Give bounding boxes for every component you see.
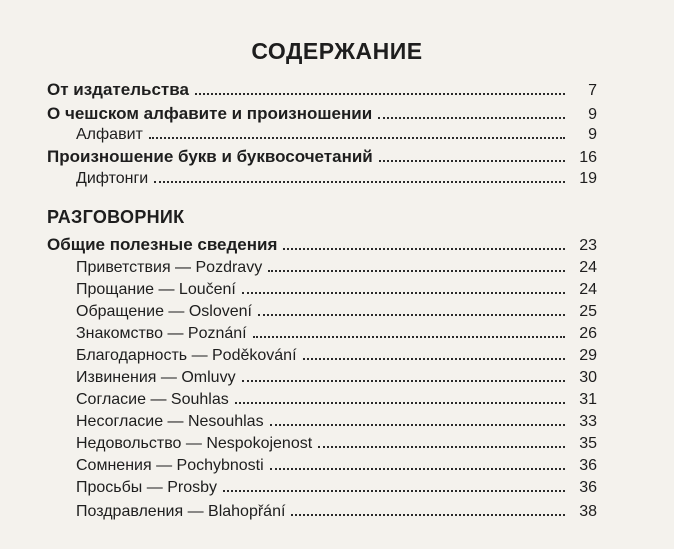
toc-subentry[interactable] [76,325,597,347]
toc-entry-page: 9 [588,126,597,143]
toc-entry-label: Согласие — Souhlas [76,391,229,408]
leader-dots [318,442,565,448]
toc-entry-page: 26 [579,325,597,342]
toc-entry-label: Благодарность — Poděkování [76,347,297,364]
leader-dots [154,177,565,183]
toc-subentry[interactable] [76,281,597,303]
toc-entry-label: Просьбы — Prosby [76,479,217,496]
toc-entry-page: 36 [579,457,597,474]
toc-subentry[interactable] [76,303,597,325]
leader-dots [379,156,565,162]
page-title: СОДЕРЖАНИЕ [251,38,423,64]
leader-dots [268,266,565,272]
leader-dots [195,89,565,95]
toc-entry-page: 36 [579,479,597,496]
toc-entry-label: Алфавит [76,126,143,143]
toc-entry-label: Поздравления — Blahopřání [76,503,286,520]
toc-entry-page: 24 [579,281,597,298]
leader-dots [235,398,565,404]
toc-entry-label: От издательства [47,80,189,99]
toc-entry-page: 24 [579,259,597,276]
toc-entry-page: 7 [588,82,597,99]
toc-entry-page: 9 [588,106,597,123]
toc-entry-page: 16 [579,149,597,166]
toc-entry-label: Произношение букв и буквосочетаний [47,147,373,166]
toc-entry[interactable] [47,80,597,102]
toc-entry-page: 38 [579,503,597,520]
toc-entry[interactable] [47,147,597,169]
toc-entry-page: 35 [579,435,597,452]
leader-dots [378,113,565,119]
toc-entry-page: 31 [579,391,597,408]
leader-dots [270,464,565,470]
leader-dots [270,420,565,426]
leader-dots [258,310,565,316]
toc-entry-label: Несогласие — Nesouhlas [76,413,264,430]
leader-dots [149,133,565,139]
toc-entry-label: Общие полезные сведения [47,235,278,254]
toc-entry-page: 23 [579,237,597,254]
toc-subentry[interactable] [76,435,597,457]
leader-dots [283,244,565,250]
toc-entry[interactable] [47,104,597,126]
toc-entry-label: О чешском алфавите и произношении [47,104,373,123]
toc-entry[interactable] [47,235,597,257]
toc-entry-label: Недовольство — Nespokojenost [76,435,313,452]
toc-entry-label: Приветствия — Pozdravy [76,259,263,276]
toc-entry-label: Извинения — Omluvy [76,369,236,386]
toc-entry-page: 19 [579,170,597,187]
section-heading: РАЗГОВОРНИК [47,207,185,227]
toc-subentry[interactable] [76,347,597,369]
toc-subentry[interactable] [76,479,597,501]
leader-dots [303,354,565,360]
toc-subentry[interactable] [76,369,597,391]
toc-subentry[interactable] [76,170,597,192]
leader-dots [223,486,565,492]
leader-dots [291,510,565,516]
toc-subentry[interactable] [76,391,597,413]
toc-entry-page: 30 [579,369,597,386]
toc-entry-page: 33 [579,413,597,430]
toc-entry-label: Знакомство — Poznání [76,325,247,342]
toc-subentry[interactable] [76,503,597,525]
toc-entry-label: Обращение — Oslovení [76,303,252,320]
toc-entry-label: Дифтонги [76,170,149,187]
toc-subentry[interactable] [76,413,597,435]
toc-subentry[interactable] [76,126,597,148]
toc-entry-label: Прощание — Loučení [76,281,236,298]
toc-subentry[interactable] [76,259,597,281]
leader-dots [242,288,565,294]
toc-entry-page: 29 [579,347,597,364]
toc-entry-label: Сомнения — Pochybnosti [76,457,264,474]
toc-subentry[interactable] [76,457,597,479]
leader-dots [242,376,565,382]
toc-entry-page: 25 [579,303,597,320]
leader-dots [253,332,565,338]
